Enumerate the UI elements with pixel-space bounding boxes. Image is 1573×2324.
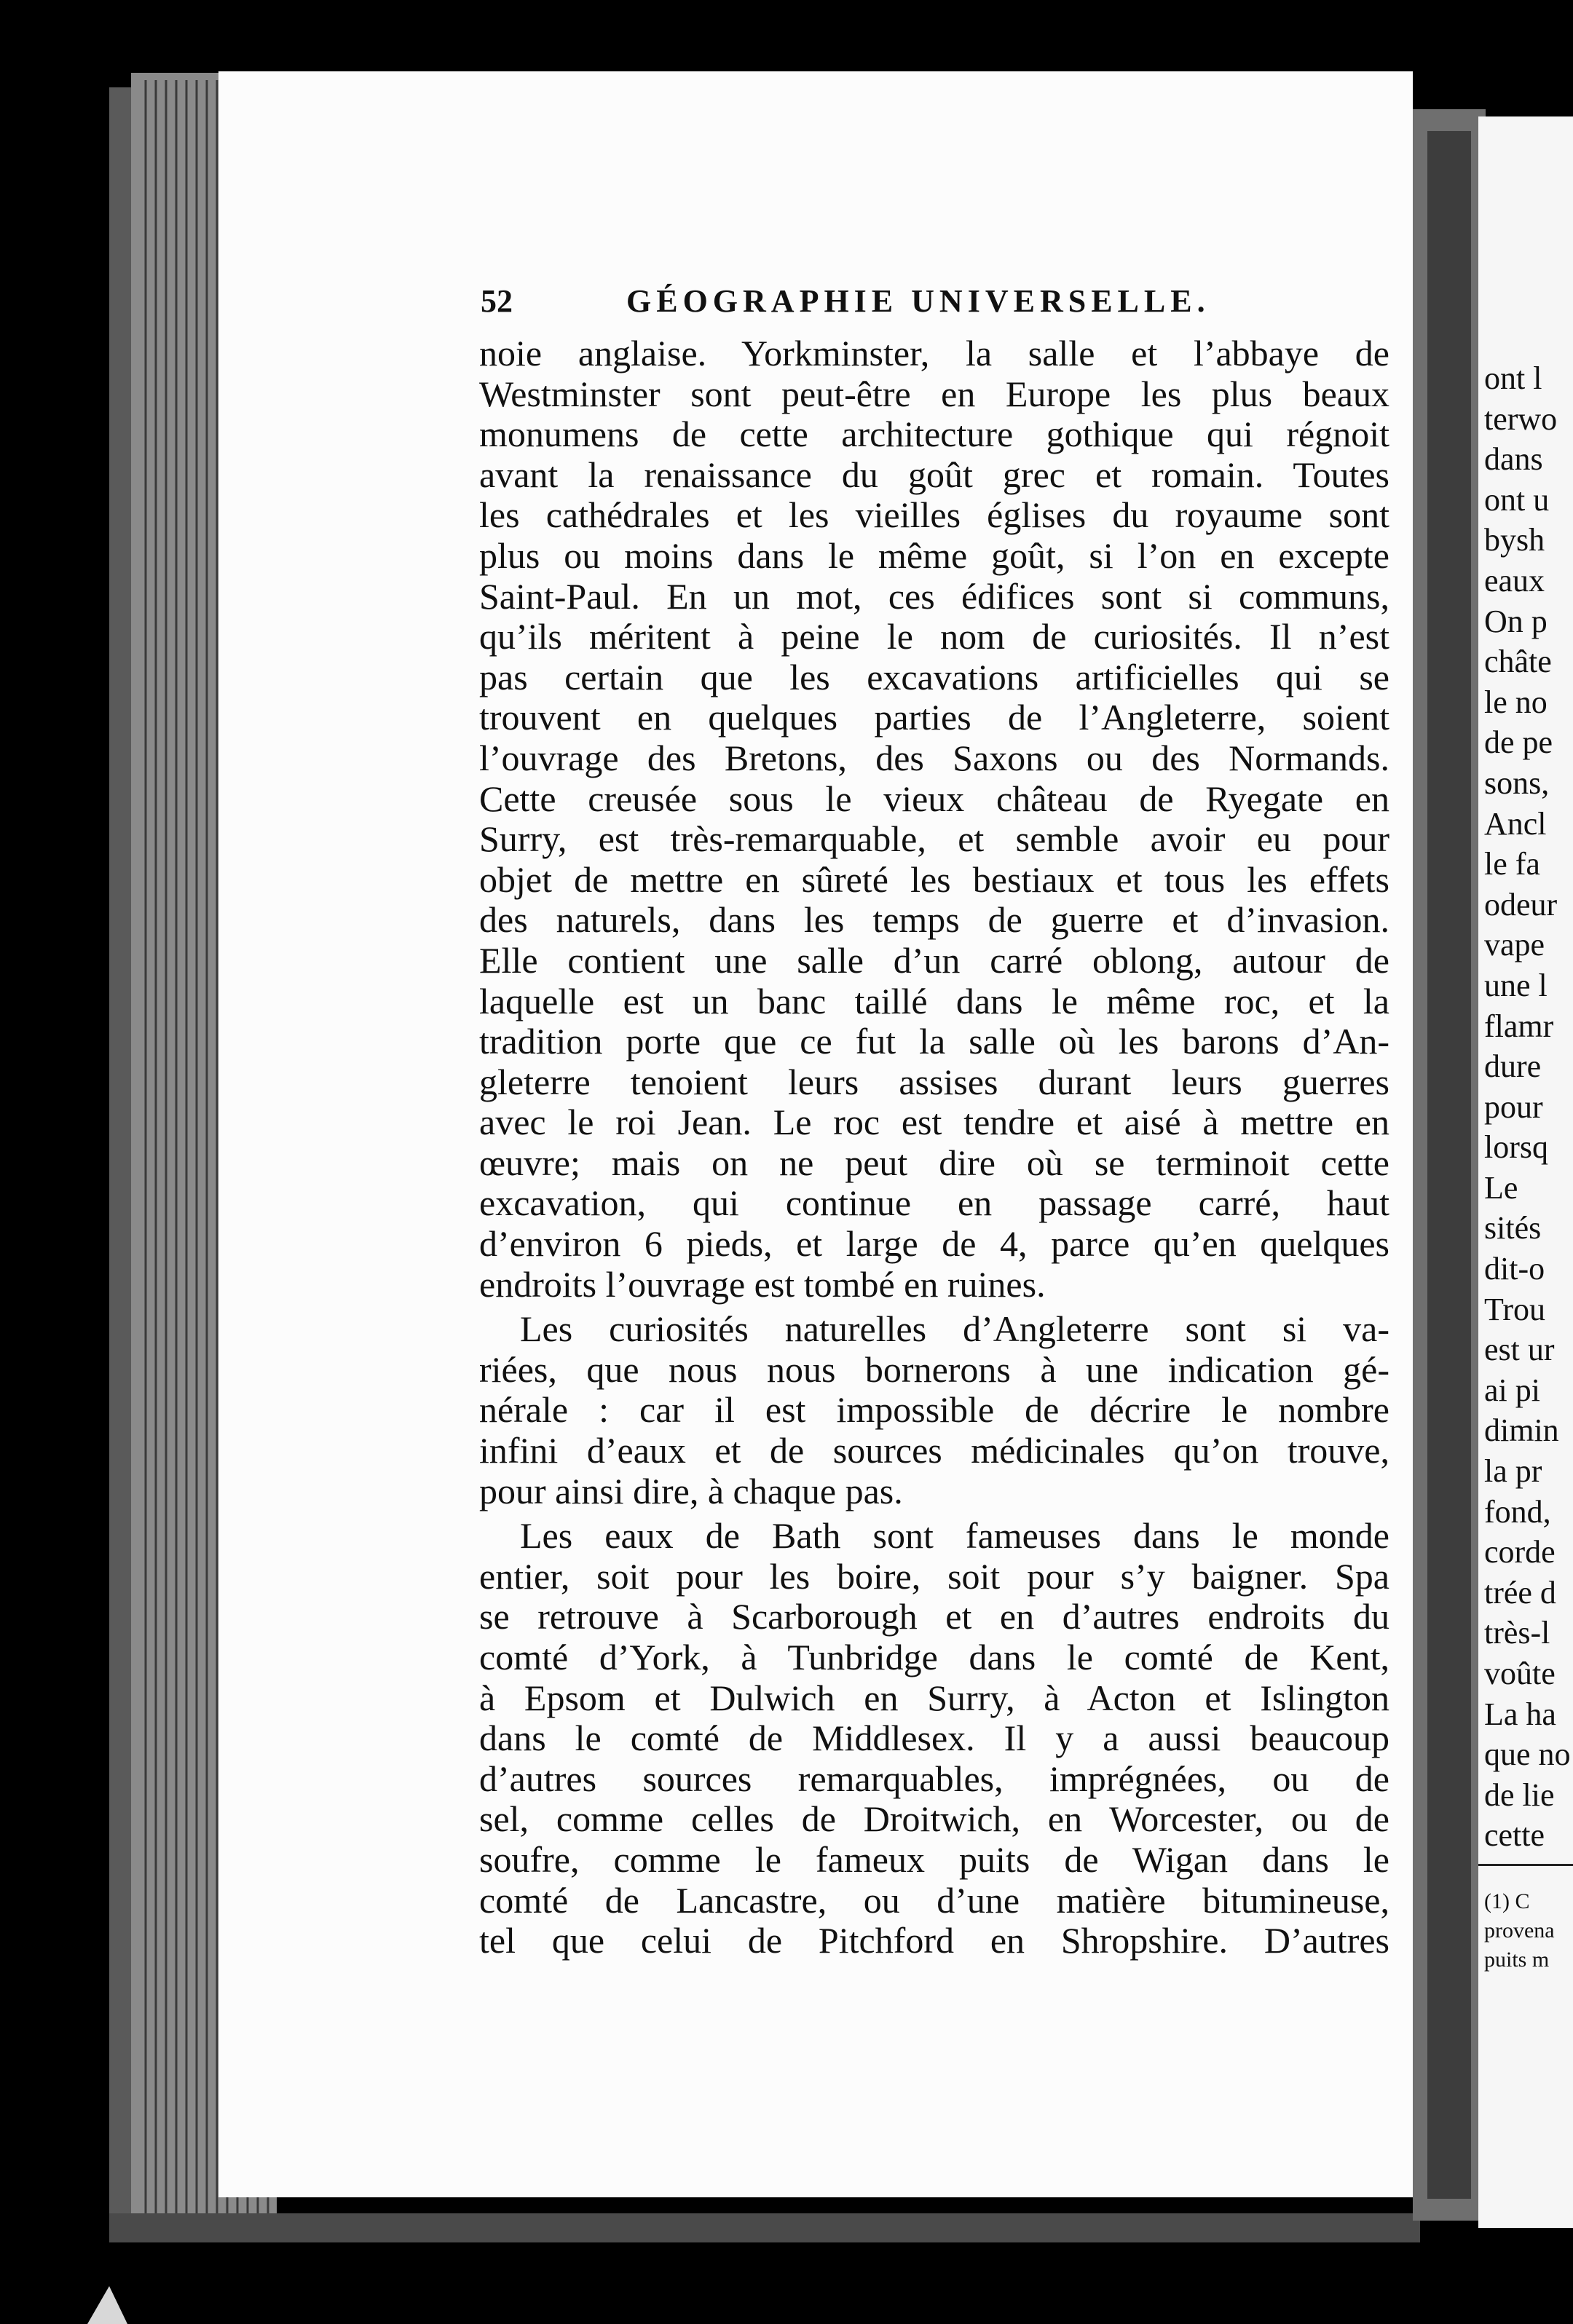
text-line: entier, soit pour les boire, soit pour s’y baigner. Spa — [479, 1555, 1389, 1597]
text-line: pour ainsi dire, à chaque pas. — [479, 1470, 903, 1511]
facing-line: Le — [1484, 1169, 1518, 1206]
facing-line: dimin — [1484, 1412, 1559, 1449]
text-line: Elle contient une salle d’un carré oblong, autour de — [479, 939, 1389, 981]
running-title: GÉOGRAPHIE UNIVERSELLE. — [626, 283, 1210, 319]
facing-line: le no — [1484, 684, 1548, 720]
text-line: avec le roi Jean. Le roc est tendre et aisé à mettre en — [479, 1102, 1389, 1143]
facing-line: Trou — [1484, 1291, 1545, 1327]
facing-line: terwo — [1484, 400, 1558, 437]
text-line: objet de mettre en sûreté les bestiaux et tous les effets — [479, 858, 1389, 900]
paragraph-start-line: Les curiosités naturelles d’Angleterre sont si va- — [520, 1308, 1389, 1350]
text-line: d’environ 6 pieds, et large de 4, parce qu’en quelques — [479, 1223, 1389, 1265]
facing-footnote-line: (1) C — [1484, 1889, 1530, 1913]
text-line: se retrouve à Scarborough et en d’autres endroits du — [479, 1596, 1389, 1637]
text-line: gleterre tenoient leurs assises durant leurs guerres — [479, 1061, 1389, 1102]
facing-line: très-l — [1484, 1615, 1550, 1651]
facing-line: ai pi — [1484, 1372, 1540, 1408]
facing-footnote — [1484, 1887, 1572, 1975]
text-line: riées, que nous nous bornerons à une indication gé- — [479, 1348, 1389, 1390]
text-line: à Epsom et Dulwich en Surry, à Acton et Islington — [479, 1677, 1389, 1718]
facing-line: corde — [1484, 1534, 1556, 1570]
facing-line: une l — [1484, 967, 1548, 1003]
text-line: excavation, qui continue en passage carré, haut — [479, 1182, 1389, 1224]
paragraph-start-line: Les eaux de Bath sont fameuses dans le monde — [520, 1515, 1389, 1557]
facing-line: Ancl — [1484, 805, 1547, 842]
facing-line: dure — [1484, 1048, 1542, 1085]
text-line: Saint-Paul. En un mot, ces édifices sont si communs, — [479, 575, 1389, 617]
text-line: plus ou moins dans le même goût, si l’on en excepte — [479, 534, 1389, 576]
facing-line: que no — [1484, 1736, 1571, 1773]
facing-line: la pr — [1484, 1453, 1542, 1490]
facing-line: flamr — [1484, 1008, 1554, 1044]
text-line: œuvre; mais on ne peut dire où se terminoit cette — [479, 1142, 1389, 1183]
page-number: 52 — [481, 283, 513, 319]
text-line: les cathédrales et les vieilles églises du royaume sont — [479, 494, 1389, 536]
text-line: trouvent en quelques parties de l’Angleterre, soient — [479, 697, 1389, 738]
facing-footnote-line: provena — [1484, 1918, 1555, 1942]
text-line: laquelle est un banc taillé dans le même roc, et la — [479, 980, 1389, 1021]
text-line: Surry, est très-remarquable, et semble avoir eu pour — [479, 818, 1389, 860]
facing-line: fond, — [1484, 1493, 1551, 1530]
text-line: comté d’York, à Tunbridge dans le comté de Kent, — [479, 1637, 1389, 1677]
facing-line: pour — [1484, 1088, 1543, 1125]
facing-line: dans — [1484, 441, 1543, 478]
text-line: monumens de cette architecture gothique qui régnoit — [479, 414, 1389, 455]
facing-line: bysh — [1484, 522, 1545, 558]
text-line: infini d’eaux et de sources médicinales qu’on trouve, — [479, 1430, 1389, 1471]
facing-line: est ur — [1484, 1332, 1555, 1368]
text-line: soufre, comme le fameux puits de Wigan dans le — [479, 1838, 1389, 1880]
text-line: nérale : car il est impossible de décrire le nombre — [479, 1389, 1389, 1431]
text-line: avant la renaissance du goût grec et romain. Toutes — [479, 454, 1389, 495]
facing-line: La ha — [1484, 1696, 1556, 1732]
text-line: tradition porte que ce fut la salle où les barons d’An- — [479, 1021, 1389, 1062]
facing-line: ont l — [1484, 360, 1542, 396]
facing-line: On p — [1484, 603, 1548, 639]
text-line: des naturels, dans les temps de guerre et d’invasion. — [479, 899, 1389, 941]
facing-line: eaux — [1484, 562, 1545, 598]
text-line: comté de Lancastre, ou d’une matière bitumineuse, — [479, 1879, 1389, 1921]
facing-line: lorsq — [1484, 1129, 1548, 1166]
text-line: noie anglaise. Yorkminster, la salle et l’abbaye de — [479, 333, 1389, 374]
facing-line: cette — [1484, 1817, 1545, 1854]
facing-page-text — [1484, 358, 1572, 1856]
facing-line: sités — [1484, 1210, 1542, 1246]
facing-line: de pe — [1484, 724, 1553, 761]
main-text-column — [479, 333, 1389, 1961]
facing-line: vape — [1484, 927, 1545, 963]
facing-line: ont u — [1484, 481, 1550, 518]
facing-line: trée d — [1484, 1574, 1556, 1610]
text-line: l’ouvrage des Bretons, des Saxons ou des Normands. — [479, 737, 1389, 778]
facing-line: dit-o — [1484, 1251, 1545, 1287]
text-line: Westminster sont peut-être en Europe les plus beaux — [479, 373, 1389, 414]
text-line: dans le comté de Middlesex. Il y a aussi beaucoup — [479, 1718, 1389, 1759]
text-line: endroits l’ouvrage est tombé en ruines. — [479, 1263, 1046, 1305]
facing-line: voûte — [1484, 1656, 1556, 1691]
facing-line: sons, — [1484, 764, 1550, 801]
text-line: d’autres sources remarquables, imprégnées, ou de — [479, 1758, 1389, 1799]
facing-footnote-rule — [1478, 1864, 1573, 1866]
text-line: Cette creusée sous le vieux château de Ryegate en — [479, 778, 1389, 819]
facing-line: odeur — [1484, 886, 1558, 922]
text-line: pas certain que les excavations artificielles qui se — [479, 656, 1389, 697]
text-line: sel, comme celles de Droitwich, en Worcester, ou de — [479, 1798, 1389, 1840]
text-line: qu’ils méritent à peine le nom de curiosités. Il n’est — [479, 616, 1389, 657]
facing-line: le fa — [1484, 846, 1540, 882]
running-header — [481, 282, 1384, 326]
text-line: tel que celui de Pitchford en Shropshire. D’autres — [479, 1920, 1389, 1961]
facing-line: de lie — [1484, 1776, 1555, 1813]
facing-line: châte — [1484, 644, 1552, 680]
facing-footnote-line: puits m — [1484, 1948, 1550, 1972]
